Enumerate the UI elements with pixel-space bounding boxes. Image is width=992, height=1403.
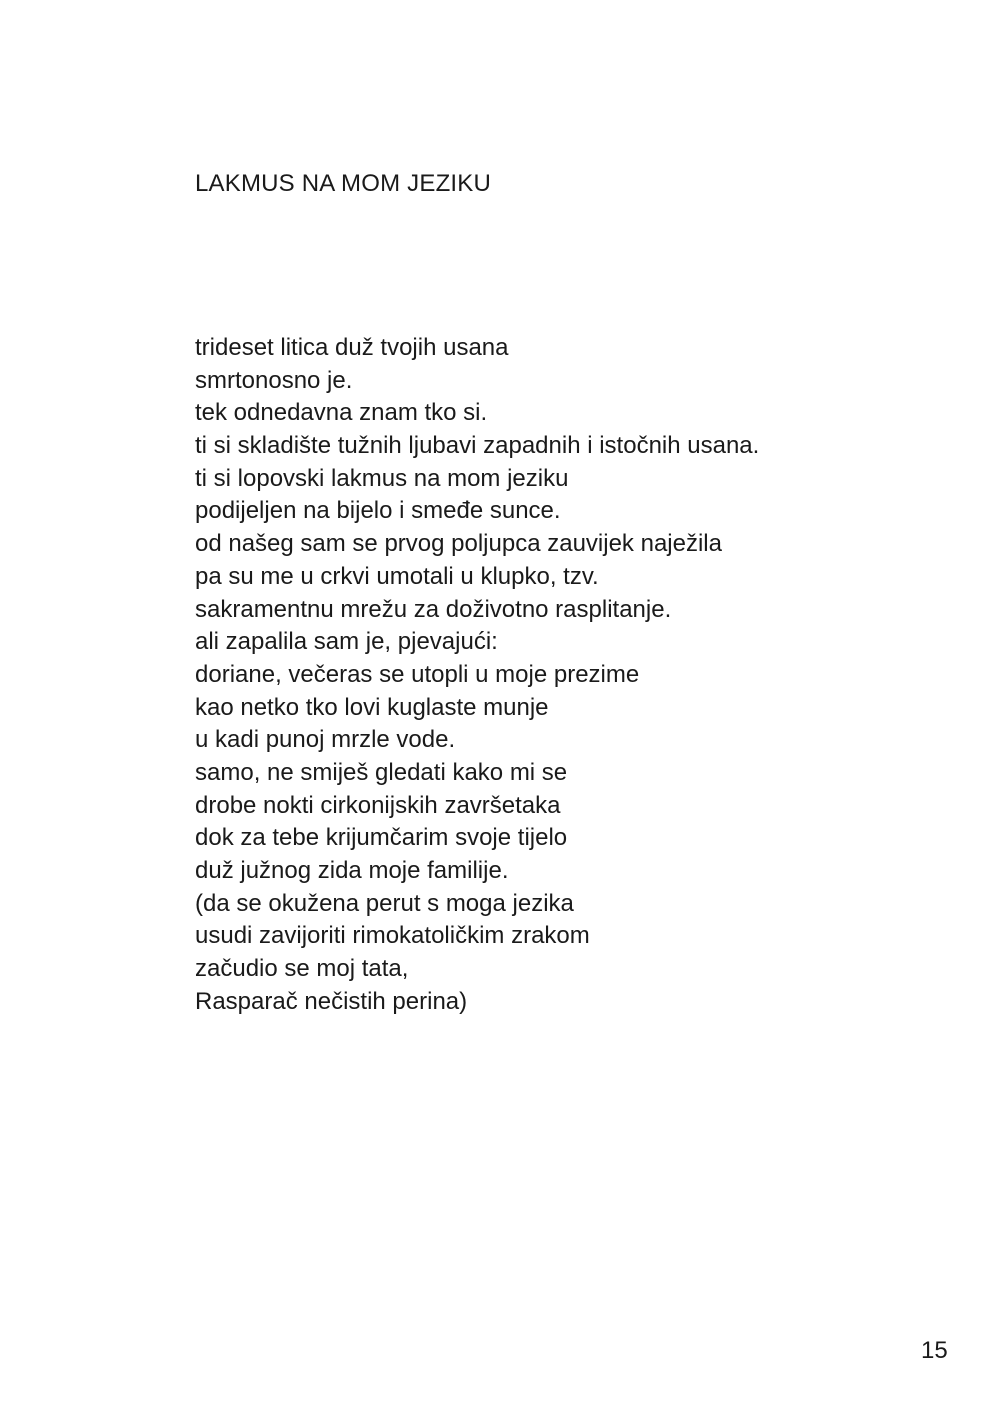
poem-line: kao netko tko lovi kuglaste munje <box>195 693 549 721</box>
poem-line: duž južnog zida moje familije. <box>195 857 509 884</box>
poem-line: Rasparač nečistih perina) <box>195 987 468 1015</box>
poem-line: trideset litica duž tvojih usana <box>195 334 509 361</box>
poem-line: doriane, večeras se utopli u moje prezime <box>195 660 640 688</box>
poem-line: začudio se moj tata, <box>195 955 409 983</box>
poem-line: ti si skladište tužnih ljubavi zapadnih i istočnih usana. <box>195 432 760 460</box>
poem-line: u kadi punoj mrzle vode. <box>195 726 456 754</box>
poem-line: pa su me u crkvi umotali u klupko, tzv. <box>195 562 599 590</box>
poem-line: drobe nokti cirkonijskih završetaka <box>195 791 561 819</box>
poem-line: (da se okužena perut s moga jezika <box>195 889 574 917</box>
poem-line: samo, ne smiješ gledati kako mi se <box>195 758 568 786</box>
poem-line: tek odnedavna znam tko si. <box>195 399 488 427</box>
poem-line: od našeg sam se prvog poljupca zauvijek naježila <box>195 530 722 558</box>
page-number: 15 <box>921 1337 948 1364</box>
poem-line: podijeljen na bijelo i smeđe sunce. <box>195 497 561 525</box>
poem-body <box>195 332 759 1018</box>
poem-line: ti si lopovski lakmus na mom jeziku <box>195 464 569 492</box>
poem-line: sakramentnu mrežu za doživotno rasplitanje. <box>195 595 672 623</box>
poem-line: usudi zavijoriti rimokatoličkim zrakom <box>195 922 590 950</box>
poem-title: LAKMUS NA MOM JEZIKU <box>195 170 492 197</box>
poem-line: dok za tebe krijumčarim svoje tijelo <box>195 824 568 852</box>
poem-line: smrtonosno je. <box>195 366 353 394</box>
poem-line: ali zapalila sam je, pjevajući: <box>195 628 498 656</box>
